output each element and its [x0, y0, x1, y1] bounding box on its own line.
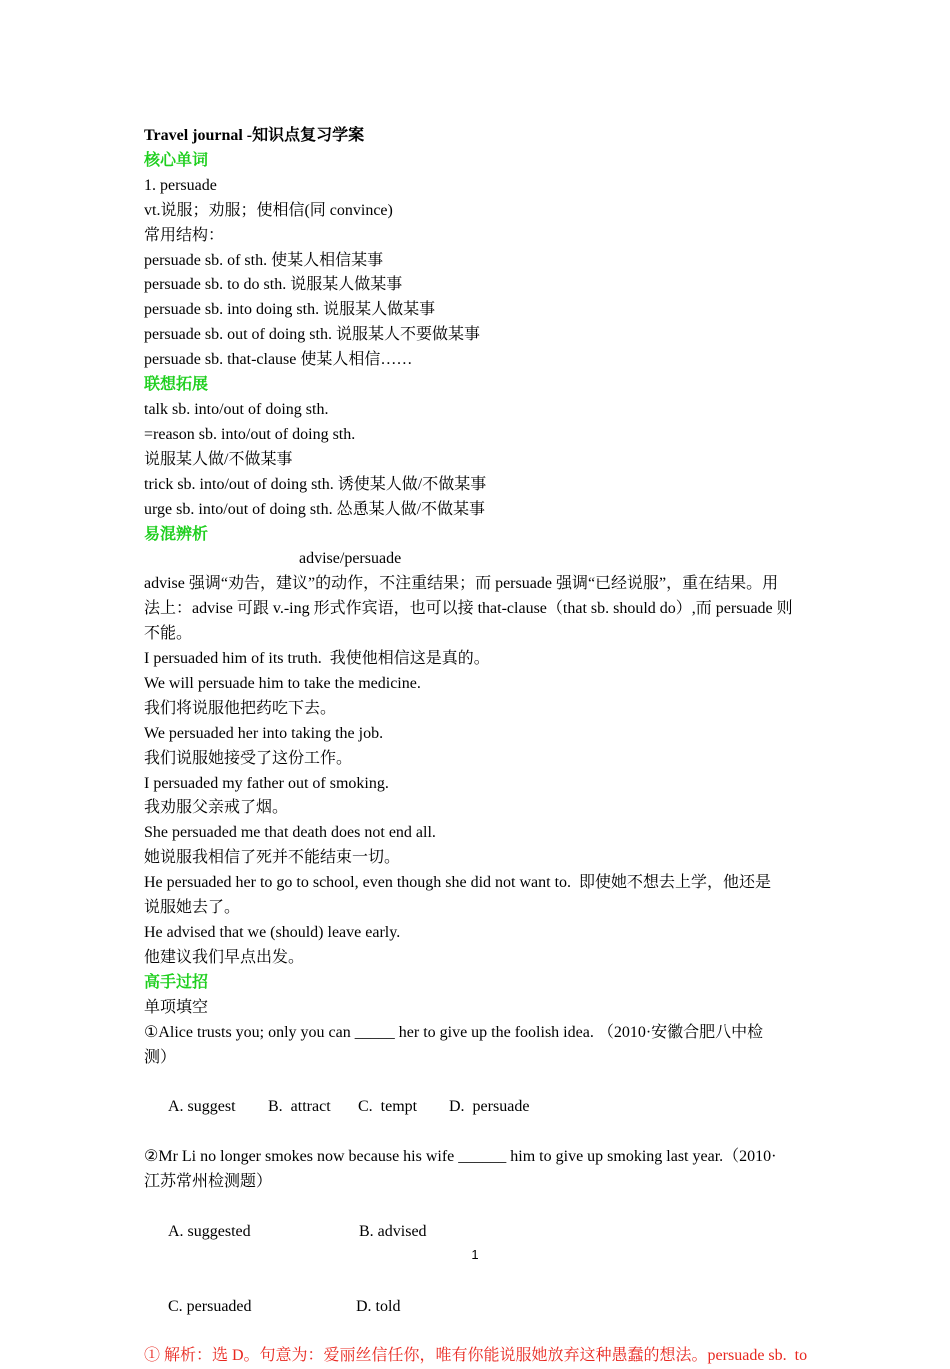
- example-line: 我劝服父亲戒了烟。: [144, 799, 289, 817]
- vocab-definition: vt.说服；劝服；使相信(同 convince): [144, 201, 393, 219]
- structure-line: persuade sb. that-clause 使某人相信……: [144, 351, 413, 369]
- structure-line: persuade sb. out of doing sth. 说服某人不要做某事: [144, 326, 480, 344]
- example-line: He advised that we (should) leave early.: [144, 924, 401, 941]
- option-b: B. advised: [359, 1222, 427, 1240]
- example-line: 说服她去了。: [144, 899, 241, 917]
- structure-line: persuade sb. into doing sth. 说服某人做某事: [144, 301, 436, 319]
- compare-text: advise 强调“劝告，建议”的动作，不注重结果；而 persuade 强调“已经说服”，重在结果。用: [144, 575, 779, 593]
- page-number: 1: [471, 1247, 479, 1262]
- example-line: 她说服我相信了死并不能结束一切。: [144, 849, 401, 867]
- question-1-options: [144, 1070, 808, 1145]
- section-heading-core-words: 核心单词: [144, 151, 209, 169]
- option-c: C. tempt: [358, 1098, 418, 1116]
- example-line: We persuaded her into taking the job.: [144, 724, 384, 742]
- option-a: A. suggested: [168, 1222, 251, 1240]
- section-heading-confusion: 易混辨析: [144, 525, 209, 543]
- association-line: 说服某人做/不做某事: [144, 450, 293, 468]
- option-d: D. persuade: [449, 1098, 530, 1116]
- option-a: A. suggest: [168, 1098, 236, 1116]
- vocab-word: 1. persuade: [144, 176, 217, 194]
- section-heading-association: 联想拓展: [144, 376, 209, 394]
- example-line: 他建议我们早点出发。: [144, 948, 305, 966]
- question-1-cont: 测）: [144, 1048, 177, 1066]
- example-line: 我们说服她接受了这份工作。: [144, 749, 353, 767]
- association-line: =reason sb. into/out of doing sth.: [144, 425, 356, 443]
- question-2: ②Mr Li no longer smokes now because his wife ______ him to give up smoking last year.（2010·: [144, 1148, 777, 1166]
- association-line: talk sb. into/out of doing sth.: [144, 400, 329, 418]
- association-line: urge sb. into/out of doing sth. 怂恿某人做/不做某事: [144, 500, 486, 518]
- option-b: B. attract: [268, 1098, 331, 1116]
- example-line: I persuaded my father out of smoking.: [144, 774, 389, 792]
- compare-title: advise/persuade: [299, 550, 402, 568]
- compare-text: 法上：advise 可跟 v.-ing 形式作宾语，也可以接 that-clause（that sb. should do）,而 persuade 则: [144, 600, 793, 618]
- document-title: Travel journal -知识点复习学案: [144, 127, 365, 144]
- document-body: [144, 124, 808, 1369]
- section-heading-practice: 高手过招: [144, 973, 209, 991]
- option-d: D. told: [356, 1297, 401, 1315]
- example-line: He persuaded her to go to school, even though she did not want to. 即使她不想去上学，他还是: [144, 874, 772, 892]
- question-1: ①Alice trusts you; only you can _____ her to give up the foolish idea. （2010·安徽合肥八中检: [144, 1023, 764, 1041]
- compare-text: 不能。: [144, 625, 193, 643]
- question-2-options-row-2: [144, 1270, 808, 1345]
- example-line: We will persuade him to take the medicine.: [144, 674, 421, 692]
- example-line: She persuaded me that death does not end all.: [144, 824, 436, 842]
- structure-line: persuade sb. to do sth. 说服某人做某事: [144, 276, 403, 294]
- answer-explanation: ① 解析：选 D。句意为：爱丽丝信任你，唯有你能说服她放弃这种愚蠢的想法。persuade sb. to: [144, 1347, 808, 1365]
- exercise-label: 单项填空: [144, 998, 209, 1016]
- structure-label: 常用结构：: [144, 226, 225, 244]
- structure-line: persuade sb. of sth. 使某人相信某事: [144, 251, 384, 269]
- example-line: I persuaded him of its truth. 我使他相信这是真的。: [144, 650, 490, 668]
- question-2-cont: 江苏常州检测题）: [144, 1173, 273, 1191]
- association-line: trick sb. into/out of doing sth. 诱使某人做/不做某事: [144, 475, 487, 493]
- example-line: 我们将说服他把药吃下去。: [144, 699, 337, 717]
- option-c: C. persuaded: [168, 1297, 252, 1315]
